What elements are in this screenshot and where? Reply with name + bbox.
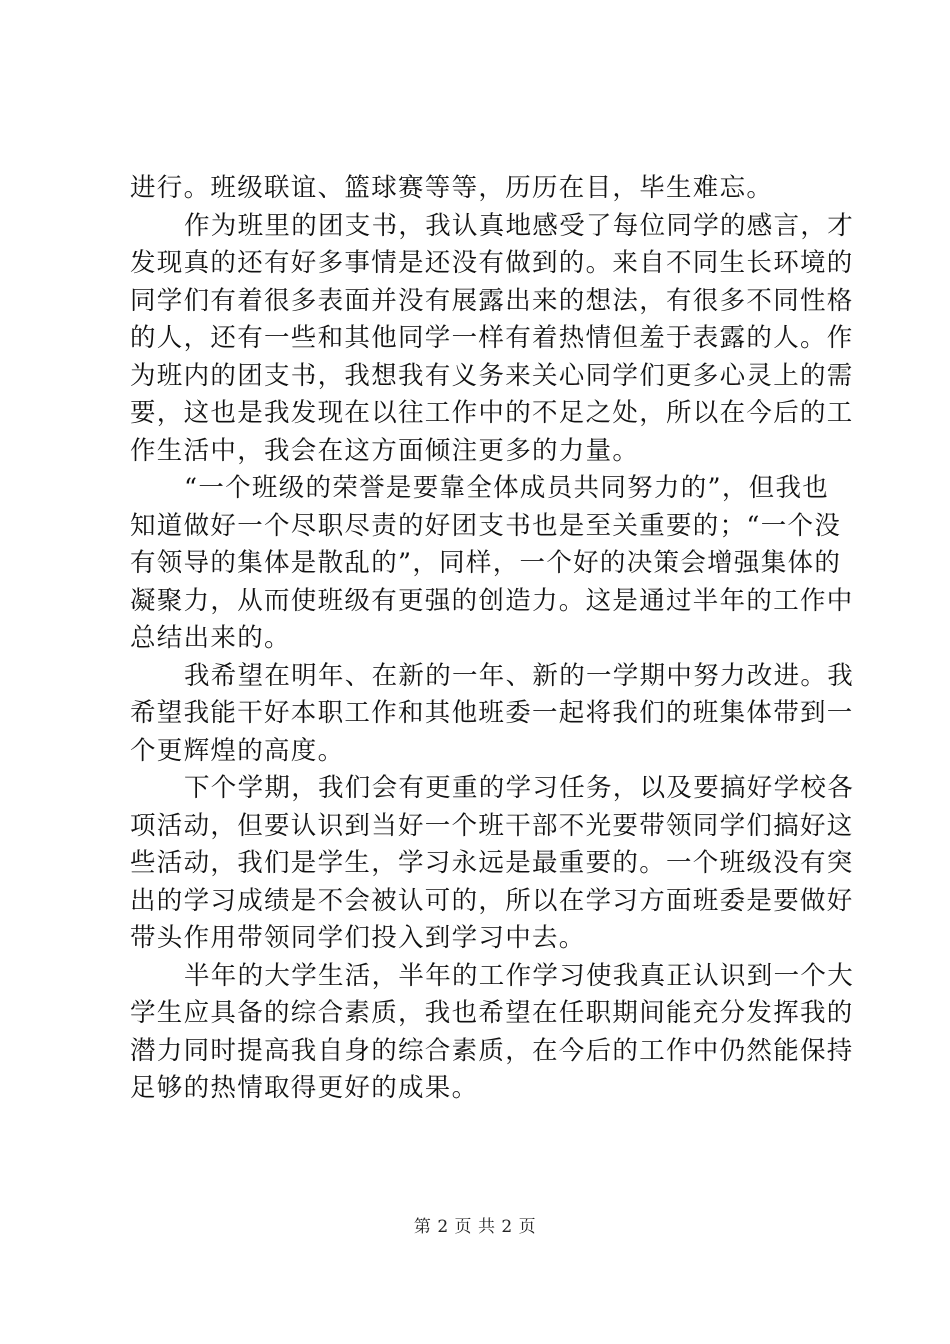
text-line: 进行。班级联谊、篮球赛等等，历历在目，毕生难忘。 <box>130 173 774 203</box>
text-line: 凝聚力，从而使班级有更强的创造力。这是通过半年的工作中 <box>130 585 854 616</box>
text-line: 学生应具备的综合素质，我也希望在任职期间能充分发挥我的 <box>130 998 854 1028</box>
text-line: 有领导的集体是散乱的”，同样，一个好的决策会增强集体的 <box>130 548 842 578</box>
text-line: 带头作用带领同学们投入到学习中去。 <box>130 923 586 953</box>
text-line: 发现真的还有好多事情是还没有做到的。来自不同生长环境的 <box>130 248 854 278</box>
text-line: 作生活中，我会在这方面倾注更多的力量。 <box>130 435 640 466</box>
text-line: 要，这也是我发现在以往工作中的不足之处，所以在今后的工 <box>130 398 854 428</box>
text-line: 出的学习成绩是不会被认可的，所以在学习方面班委是要做好 <box>130 885 854 916</box>
text-line: 希望我能干好本职工作和其他班委一起将我们的班集体带到一 <box>130 698 854 728</box>
text-line: 知道做好一个尽职尽责的好团支书也是至关重要的；“一个没 <box>130 510 842 541</box>
text-line: 为班内的团支书，我想我有义务来关心同学们更多心灵上的需 <box>130 360 854 391</box>
text-line: “一个班级的荣誉是要靠全体成员共同努力的”，但我也 <box>184 473 830 503</box>
text-line: 总结出来的。 <box>130 623 291 653</box>
text-line: 个更辉煌的高度。 <box>130 735 345 766</box>
text-line: 半年的大学生活，半年的工作学习使我真正认识到一个大 <box>184 960 855 991</box>
text-line: 足够的热情取得更好的成果。 <box>130 1073 479 1103</box>
text-line: 潜力同时提高我自身的综合素质，在今后的工作中仍然能保持 <box>130 1035 854 1066</box>
text-line: 我希望在明年、在新的一年、新的一学期中努力改进。我 <box>184 660 855 691</box>
page-footer <box>0 1212 950 1237</box>
text-line: 的人，还有一些和其他同学一样有着热情但羞于表露的人。作 <box>130 323 854 353</box>
text-line: 项活动，但要认识到当好一个班干部不光要带领同学们搞好这 <box>130 810 854 841</box>
text-line: 同学们有着很多表面并没有展露出来的想法，有很多不同性格 <box>130 285 854 316</box>
text-line: 些活动，我们是学生，学习永远是最重要的。一个班级没有突 <box>130 848 854 878</box>
text-line: 作为班里的团支书，我认真地感受了每位同学的感言，才 <box>184 210 855 241</box>
text-line: 下个学期，我们会有更重的学习任务，以及要搞好学校各 <box>184 773 855 803</box>
page-number-label: 第 2 页 共 2 页 <box>413 1217 537 1237</box>
document-body <box>130 170 855 1108</box>
